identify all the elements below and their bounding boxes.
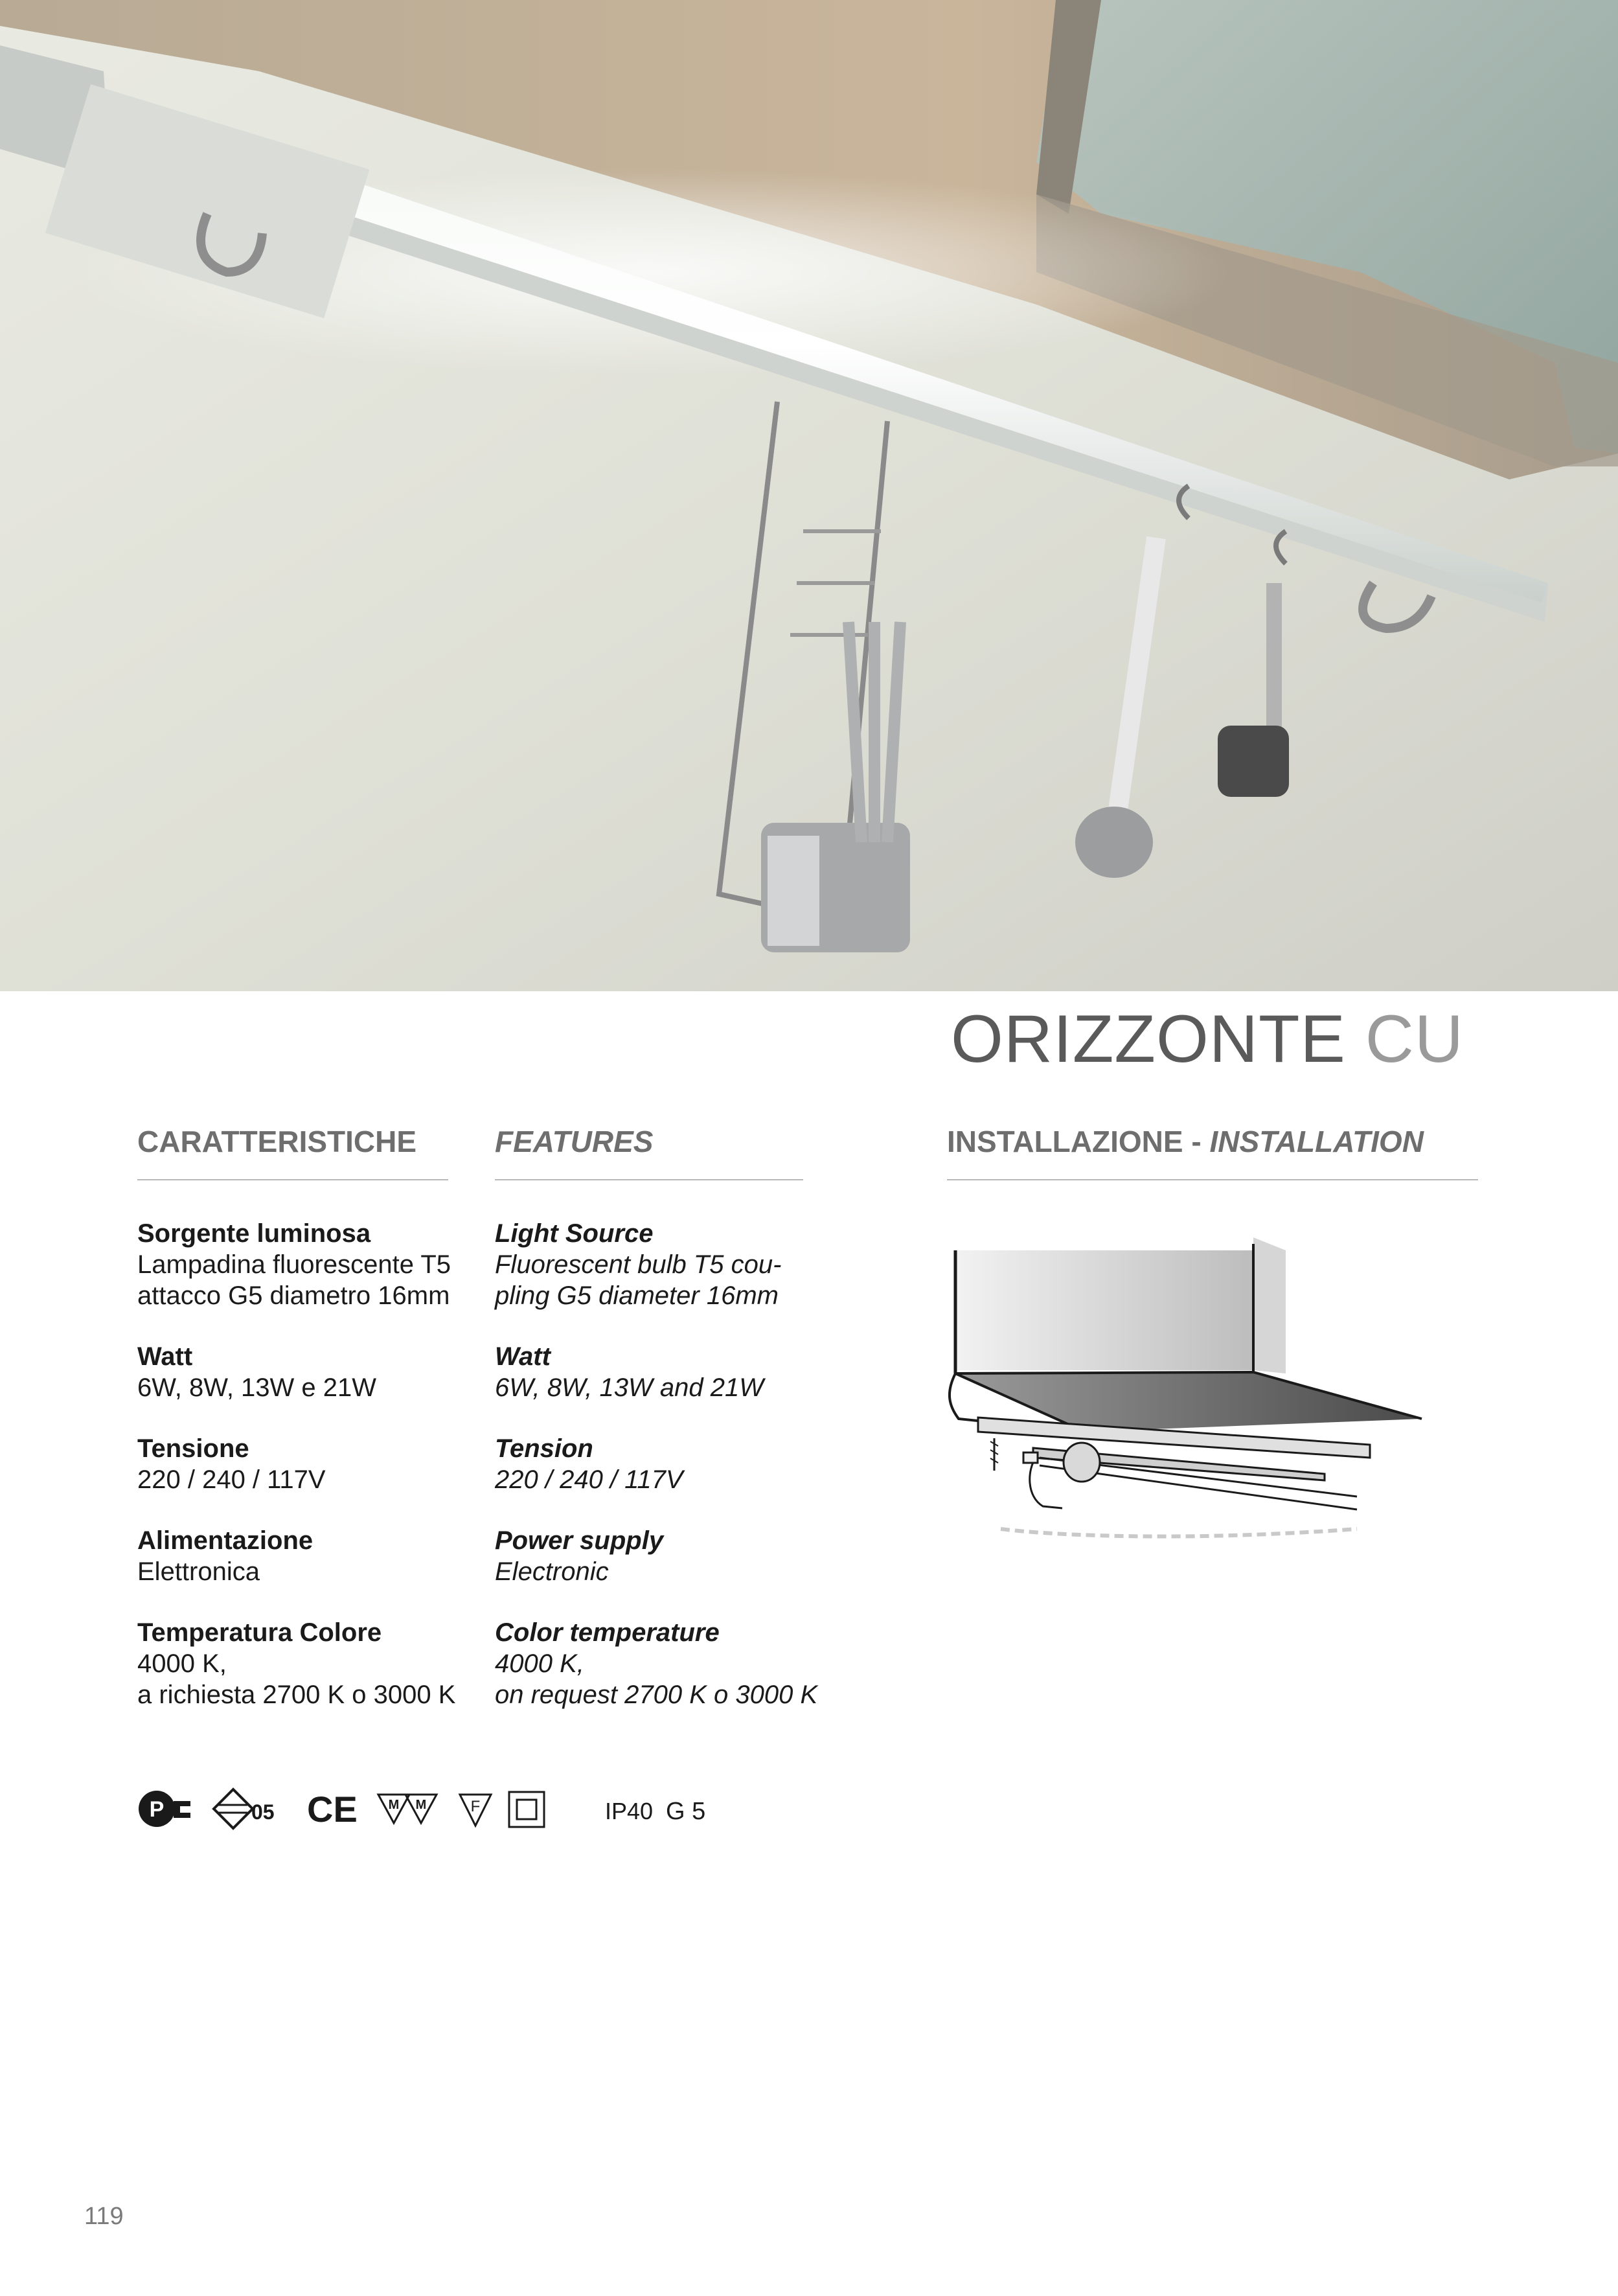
ip-rating: IP40	[605, 1798, 654, 1824]
spec-label: Light Source	[495, 1219, 654, 1248]
spec-value: 4000 K, on request 2700 K o 3000 K	[495, 1649, 818, 1709]
spec-value: 4000 K, a richiesta 2700 K o 3000 K	[137, 1649, 456, 1709]
page-number: 119	[84, 2203, 124, 2230]
svg-text:P: P	[149, 1797, 165, 1822]
spec-label: Tensione	[137, 1434, 249, 1463]
svg-text:M: M	[388, 1798, 400, 1812]
spec-value: 220 / 240 / 117V	[137, 1465, 326, 1494]
rule-it	[137, 1179, 448, 1180]
certification-marks	[137, 1783, 604, 1835]
spec-light-source-it	[137, 1218, 487, 1311]
product-suffix: CU	[1365, 1002, 1464, 1077]
hero-photo	[0, 0, 1618, 991]
spec-watt-en	[495, 1341, 858, 1403]
svg-text:F: F	[470, 1798, 481, 1815]
rule-install	[947, 1179, 1478, 1180]
spec-color-temperature-en	[495, 1617, 858, 1710]
mm-mark-icon	[378, 1795, 437, 1823]
spec-label: Temperatura Colore	[137, 1618, 382, 1647]
features-header-it: CARATTERISTICHE	[137, 1125, 417, 1158]
spec-label: Watt	[137, 1342, 193, 1371]
spec-label: Color temperature	[495, 1618, 720, 1647]
f-mark-icon	[460, 1795, 491, 1826]
rule-en	[495, 1179, 803, 1180]
spec-value: Lampadina fluorescente T5 attacco G5 diametro 16mm	[137, 1250, 451, 1310]
installation-header	[947, 1124, 1424, 1159]
spec-tension-en	[495, 1433, 858, 1495]
spec-color-temperature-it	[137, 1617, 487, 1710]
ce-mark-icon	[307, 1789, 358, 1830]
class-ii-icon	[509, 1792, 544, 1827]
spec-watt-it	[137, 1341, 487, 1403]
pct-mark-icon	[139, 1791, 190, 1827]
spec-label: Tension	[495, 1434, 593, 1463]
installation-header-it: INSTALLAZIONE -	[947, 1125, 1210, 1158]
spec-power-supply-en	[495, 1525, 858, 1587]
spec-value: Electronic	[495, 1557, 609, 1586]
spec-value: 6W, 8W, 13W e 21W	[137, 1373, 377, 1402]
spec-value: Elettronica	[137, 1557, 260, 1586]
enec-number: 05	[251, 1800, 275, 1824]
specs-it	[137, 1218, 487, 1740]
product-name: ORIZZONTE	[951, 1002, 1346, 1077]
product-title	[951, 1001, 1464, 1078]
spec-light-source-en	[495, 1218, 858, 1311]
specs-en	[495, 1218, 858, 1740]
svg-text:M: M	[415, 1798, 427, 1812]
socket-type: G 5	[666, 1798, 706, 1825]
spec-label: Power supply	[495, 1526, 664, 1555]
installation-header-en: INSTALLATION	[1209, 1125, 1424, 1158]
spec-value: 220 / 240 / 117V	[495, 1465, 683, 1494]
spec-label: Alimentazione	[137, 1526, 313, 1555]
spec-value: Fluorescent bulb T5 cou- pling G5 diameter 16mm	[495, 1250, 782, 1310]
spec-label: Watt	[495, 1342, 551, 1371]
installation-drawing	[904, 1224, 1506, 1639]
spec-label: Sorgente luminosa	[137, 1219, 371, 1248]
enec-mark-icon	[214, 1789, 275, 1828]
svg-text:CE: CE	[307, 1789, 358, 1830]
spec-value: 6W, 8W, 13W and 21W	[495, 1373, 764, 1402]
spec-power-supply-it	[137, 1525, 487, 1587]
spec-tension-it	[137, 1433, 487, 1495]
features-header-en: FEATURES	[495, 1125, 654, 1158]
